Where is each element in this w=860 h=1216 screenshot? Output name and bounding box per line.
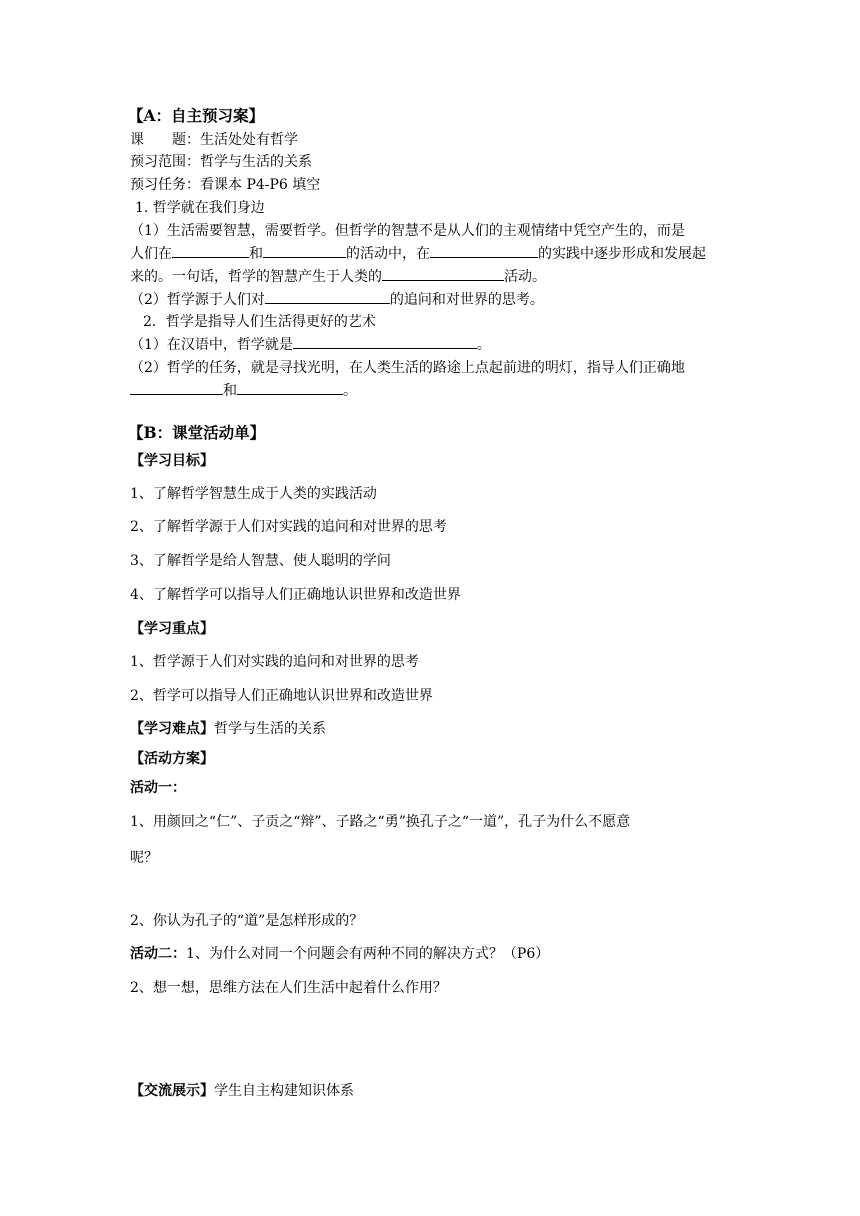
fill-blank[interactable] [237,382,343,395]
point1-item1-line2: 人们在 和 的活动中，在 的实践中逐步形成和发展起 [130,246,706,262]
activity2-question2: 2、想一想，思维方法在人们生活中起着什么作用？ [130,980,447,996]
task-value: 看课本 P4-P6 填空 [200,177,321,193]
point2-title: 2．哲学是指导人们生活得更好的艺术 [143,314,376,330]
goal-item: 1、了解哲学智慧生成于人类的实践活动 [130,486,377,502]
fill-blank[interactable] [382,268,504,281]
difficulty-line [130,720,326,738]
point1-item1-line1: （1）生活需要智慧，需要哲学。但哲学的智慧不是从人们的主观情绪中凭空产生的，而是 [130,223,685,239]
fill-blank[interactable] [265,291,390,304]
fill-blank[interactable] [263,245,346,258]
activity2-line [130,945,549,963]
exchange-heading: 【交流展示】 [130,1083,214,1099]
section-a-heading: 【A：自主预习案】 [128,106,265,125]
task-line [130,176,320,194]
goal-item: 3、了解哲学是给人智慧、使人聪明的学问 [130,553,391,569]
topic-value: 生活处处有哲学 [200,132,298,148]
point2-item1: （1）在汉语中，哲学就是 。 [130,337,491,353]
point2-item2-line2: 和 。 [130,382,357,400]
plan-heading: 【活动方案】 [130,751,214,767]
scope-value: 哲学与生活的关系 [200,154,312,170]
goal-item: 2、了解哲学源于人们对实践的追问和对世界的思考 [130,519,447,535]
activity1-question2: 2、你认为孔子的“道”是怎样形成的？ [130,913,364,929]
section-b-heading: 【B：课堂活动单】 [128,423,266,442]
topic-label: 课 题： [130,132,200,148]
fill-blank[interactable] [430,245,538,258]
fill-blank[interactable] [293,336,477,349]
difficulty-heading: 【学习难点】 [130,721,214,737]
task-label: 预习任务： [130,177,200,193]
point1-item1-line3: 来的。一句话，哲学的智慧产生于人类的 活动。 [130,269,546,285]
exchange-value: 学生自主构建知识体系 [214,1083,354,1099]
goal-item: 4、了解哲学可以指导人们正确地认识世界和改造世界 [130,587,461,603]
point2-item2-line1: （2）哲学的任务，就是寻找光明，在人类生活的路途上点起前进的明灯，指导人们正确地 [130,360,685,376]
key-heading: 【学习重点】 [130,621,214,637]
goals-heading: 【学习目标】 [130,453,214,469]
activity1-question1-line2: 呢？ [130,850,158,866]
activity1-heading: 活动一： [130,780,186,796]
point1-item2: （2）哲学源于人们对 的追问和对世界的思考。 [130,292,544,308]
activity2-question1: 1、为什么对同一个问题会有两种不同的解决方式？（P6） [186,946,550,962]
key-point-item: 1、哲学源于人们对实践的追问和对世界的思考 [130,654,419,670]
key-point-item: 2、哲学可以指导人们正确地认识世界和改造世界 [130,688,433,704]
fill-blank[interactable] [172,245,249,258]
exchange-line [130,1082,354,1100]
scope-line [130,153,312,171]
difficulty-value: 哲学与生活的关系 [214,721,326,737]
activity1-question1-line1: 1、用颜回之“仁”、子贡之“辩”、子路之“勇”换孔子之“一道”，孔子为什么不愿意 [130,814,631,830]
topic-line [130,131,298,149]
fill-blank[interactable] [130,382,223,395]
scope-label: 预习范围： [130,154,200,170]
activity2-heading: 活动二： [130,946,186,962]
point1-title: 1. 哲学就在我们身边 [135,200,265,216]
